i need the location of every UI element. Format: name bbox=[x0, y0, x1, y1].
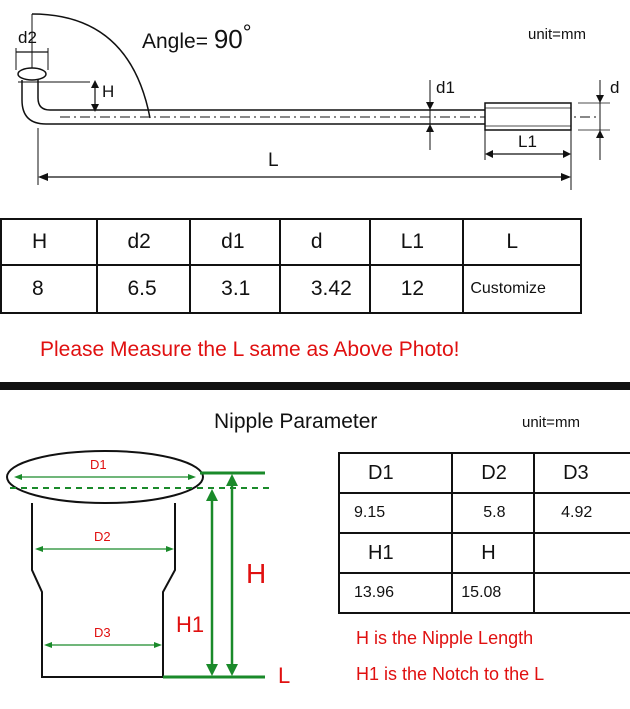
nipple-table-header: D3 bbox=[534, 453, 630, 493]
dim-label-D3: D3 bbox=[94, 625, 111, 640]
dim-label-L1: L1 bbox=[518, 132, 537, 151]
nipple-spec-table bbox=[338, 452, 630, 614]
dim-label-H1: H1 bbox=[176, 612, 205, 637]
spoke-table-cell: 3.42 bbox=[280, 265, 370, 313]
dim-label-d: d bbox=[610, 78, 620, 97]
spoke-unit: unit=mm bbox=[528, 26, 586, 43]
dim-label-L-nipple: L bbox=[278, 663, 291, 688]
nipple-table-header: D1 bbox=[339, 453, 452, 493]
spoke-table-header: L1 bbox=[370, 219, 464, 265]
dim-label-L: L bbox=[268, 150, 279, 171]
nipple-table-row bbox=[339, 573, 630, 613]
dim-label-d2: d2 bbox=[18, 28, 37, 47]
angle-label: Angle= bbox=[142, 30, 208, 53]
dim-label-d1: d1 bbox=[436, 78, 455, 97]
nipple-table-cell: 4.92 bbox=[534, 493, 630, 533]
dim-label-D1: D1 bbox=[90, 457, 107, 472]
nipple-table-row bbox=[339, 533, 630, 573]
dim-label-D2: D2 bbox=[94, 529, 111, 544]
nipple-table-cell: 5.8 bbox=[452, 493, 534, 533]
nipple-table-row bbox=[339, 493, 630, 533]
spoke-table-cell: 3.1 bbox=[190, 265, 280, 313]
nipple-note-H: H is the Nipple Length bbox=[356, 628, 534, 648]
nipple-table-cell bbox=[534, 573, 630, 613]
spoke-table-cell: Customize bbox=[463, 265, 581, 313]
angle-unit: ° bbox=[242, 20, 252, 45]
nipple-note-H1: H1 is the Notch to the L bbox=[356, 664, 545, 684]
nipple-table-row bbox=[339, 453, 630, 493]
dim-label-H-nipple: H bbox=[246, 558, 267, 589]
spoke-table-header: d bbox=[280, 219, 370, 265]
spoke-table-header: L bbox=[463, 219, 581, 265]
nipple-table-cell: 13.96 bbox=[339, 573, 452, 613]
nipple-table-header bbox=[534, 533, 630, 573]
nipple-table-cell: 15.08 bbox=[452, 573, 534, 613]
spoke-table-cell: 8 bbox=[1, 265, 97, 313]
spoke-table-header: d1 bbox=[190, 219, 280, 265]
spoke-table-cell: 12 bbox=[370, 265, 464, 313]
nipple-unit: unit=mm bbox=[522, 414, 580, 431]
spoke-table-header: d2 bbox=[97, 219, 191, 265]
measure-notice: Please Measure the L same as Above Photo! bbox=[40, 338, 460, 361]
nipple-table-header: D2 bbox=[452, 453, 534, 493]
spoke-table-cell: 6.5 bbox=[97, 265, 191, 313]
angle-value: 90 bbox=[213, 24, 243, 54]
nipple-table-header: H bbox=[452, 533, 534, 573]
nipple-table-cell: 9.15 bbox=[339, 493, 452, 533]
nipple-table-header: H1 bbox=[339, 533, 452, 573]
dim-label-H: H bbox=[102, 82, 115, 101]
nipple-title: Nipple Parameter bbox=[214, 410, 378, 433]
spoke-table-header: H bbox=[1, 219, 97, 265]
